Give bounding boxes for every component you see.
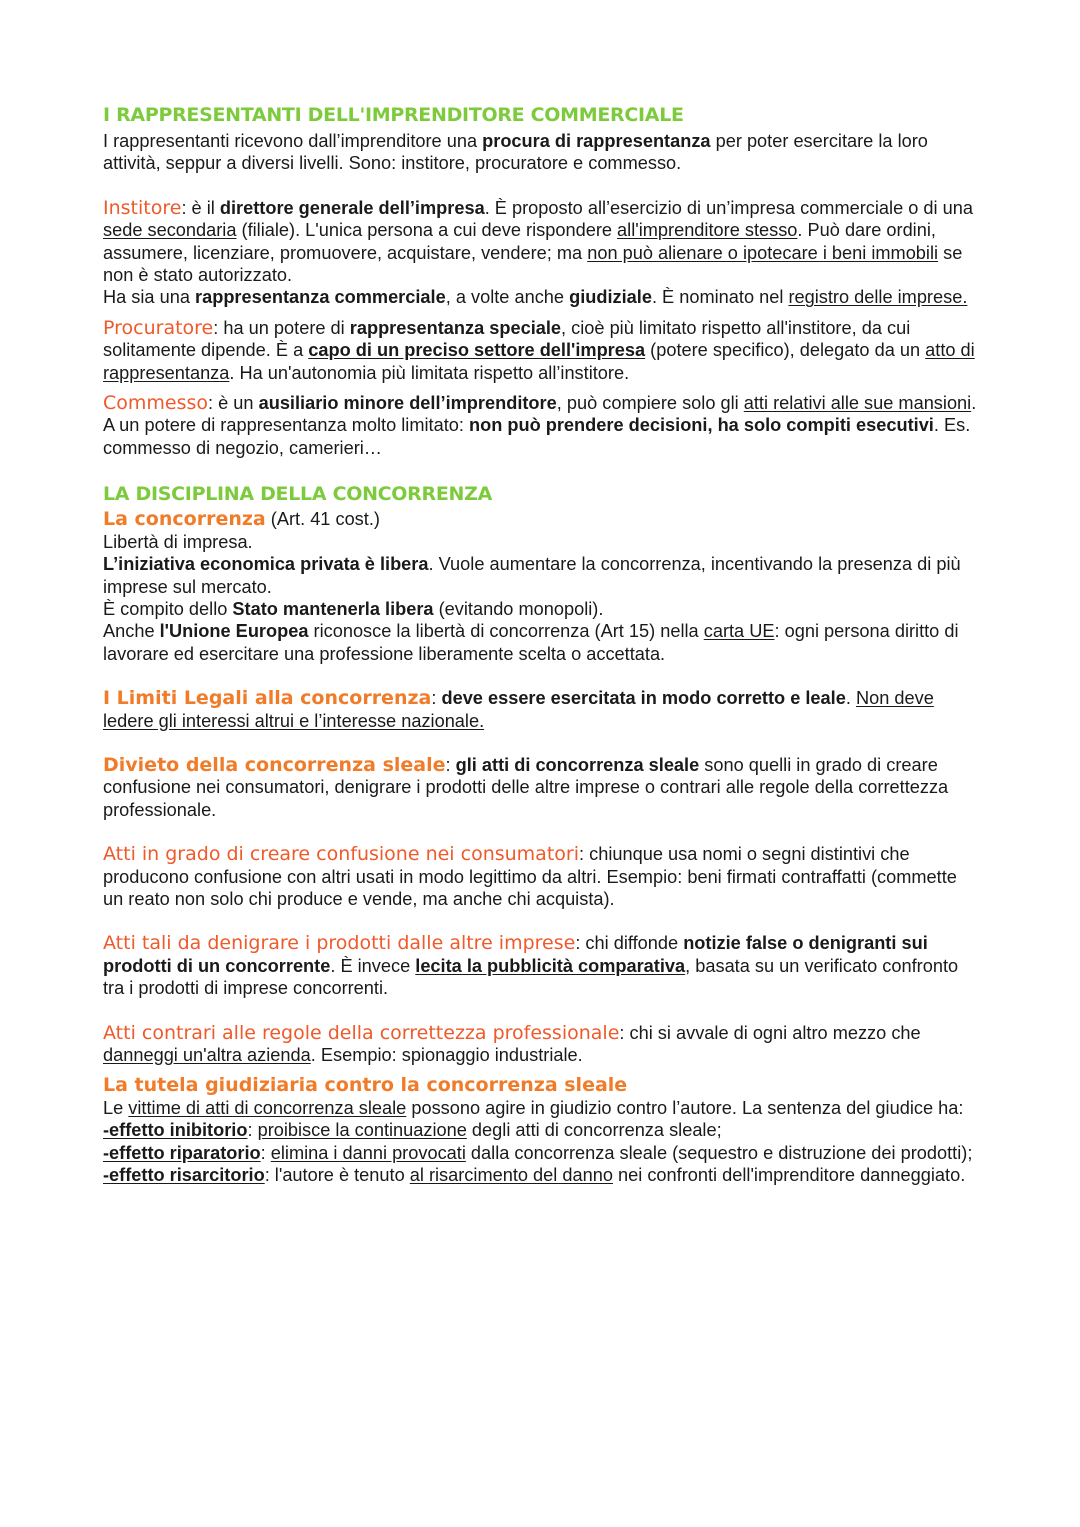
term-divieto: Divieto della concorrenza sleale [103, 753, 446, 776]
section-title-concorrenza: LA DISCIPLINA DELLA CONCORRENZA [103, 483, 492, 506]
term-commesso: Commesso [103, 392, 209, 415]
subheading-la-concorrenza: La concorrenza (Art. 41 cost.) [103, 508, 380, 531]
term-denigrare: Atti tali da denigrare i prodotti dalle altre imprese [103, 932, 576, 955]
subheading-tutela: La tutela giudiziaria contro la concorrenza sleale [103, 1074, 628, 1097]
paragraph-denigrare: Atti tali da denigrare i prodotti dalle altre imprese: chi diffonde notizie false o denigranti sui prodotti di un concorrente. È invece lecita la pubblicità comparativa, basata su un verificato confronto tra i prodotti di imprese concorrenti. [103, 932, 959, 999]
label-effetto-risarcitorio: -effetto risarcitorio [103, 1165, 265, 1186]
paragraph-contrari: Atti contrari alle regole della correttezza professionale: chi si avvale di ogni altro mezzo che danneggi un'altra azienda. Esempio: spionaggio industriale. [103, 1021, 921, 1065]
paragraph-procuratore: Procuratore: ha un potere di rappresentanza speciale, cioè più limitato rispetto all'institore, da cui solitamente dipende. È a capo di un preciso settore dell'impresa (potere specifico), delegato da un atto di rappresentanza. Ha un'autonomia più limitata rispetto all’institore. [103, 316, 975, 383]
paragraph-divieto: Divieto della concorrenza sleale: gli atti di concorrenza sleale sono quelli in grado di creare confusione nei consumatori, denigrare i prodotti delle altre imprese o contrari alle regole della correttezza professionale. [103, 753, 949, 820]
paragraph-confusione: Atti in grado di creare confusione nei consumatori: chiunque usa nomi o segni distintivi che producono confusione con altri usati in modo legittimo da altri. Esempio: beni firmati contraffatti (commette un reato non solo chi produce e vende, ma anche chi acquista). [103, 843, 957, 909]
section-title-rappresentanti: I RAPPRESENTANTI DELL'IMPRENDITORE COMMERCIALE [103, 104, 684, 126]
term-procuratore: Procuratore [103, 316, 214, 339]
paragraph-limiti: I Limiti Legali alla concorrenza: deve essere esercitata in modo corretto e leale. Non deve ledere gli interessi altrui e l’interesse nazionale. [103, 687, 934, 731]
label-effetto-riparatorio: -effetto riparatorio [103, 1142, 261, 1163]
term-contrari: Atti contrari alle regole della correttezza professionale [103, 1021, 620, 1044]
term-limiti: I Limiti Legali alla concorrenza [103, 687, 432, 710]
term-confusione: Atti in grado di creare confusione nei consumatori [103, 843, 579, 866]
paragraph-concorrenza: Libertà di impresa. L’iniziativa economica privata è libera. Vuole aumentare la concorrenza, incentivando la presenza di più imprese sul mercato. È compito dello Stato mantenerla libera (evitando monopoli). Anche l'Unione Europea riconosce la libertà di concorrenza (Art 15) nella carta UE: ogni persona diritto di lavorare ed esercitare una professione liberamente scelta o accettata. [103, 531, 961, 664]
paragraph-commesso: Commesso: è un ausiliario minore dell’imprenditore, può compiere solo gli atti relativi alle sue mansioni. A un potere di rappresentanza molto limitato: non può prendere decisioni, ha solo compiti esecutivi. Es. commesso di negozio, camerieri… [103, 392, 977, 458]
paragraph-intro: I rappresentanti ricevono dall’imprenditore una procura di rappresentanza per poter esercitare la loro attività, seppur a diversi livelli. Sono: institore, procuratore e commesso. [103, 131, 928, 174]
term-institore: Institore [103, 196, 182, 219]
paragraph-tutela: Le vittime di atti di concorrenza sleale possono agire in giudizio contro l’autore. La sentenza del giudice ha: -effetto inibitorio: proibisce la continuazione degli atti di concorrenza sleale; -effetto riparatorio: elimina i danni provocati dalla concorrenza sleale (sequestro e distruzione dei prodotti); -effetto risarcitorio: l'autore è tenuto al risarcimento del danno nei confronti dell'imprenditore danneggiato. [103, 1097, 973, 1186]
paragraph-institore: Institore: è il direttore generale dell’impresa. È proposto all’esercizio di un’impresa commerciale o di una sede secondaria (filiale). L'unica persona a cui deve rispondere all'imprenditore stesso. Può dare ordini, assumere, licenziare, promuovere, acquistare, vendere; ma non può alienare o ipotecare i beni immobili se non è stato autorizzato. Ha sia una rappresentanza commerciale, a volte anche giudiziale. È nominato nel registro delle imprese. [103, 196, 973, 308]
label-effetto-inibitorio: -effetto inibitorio [103, 1120, 248, 1141]
